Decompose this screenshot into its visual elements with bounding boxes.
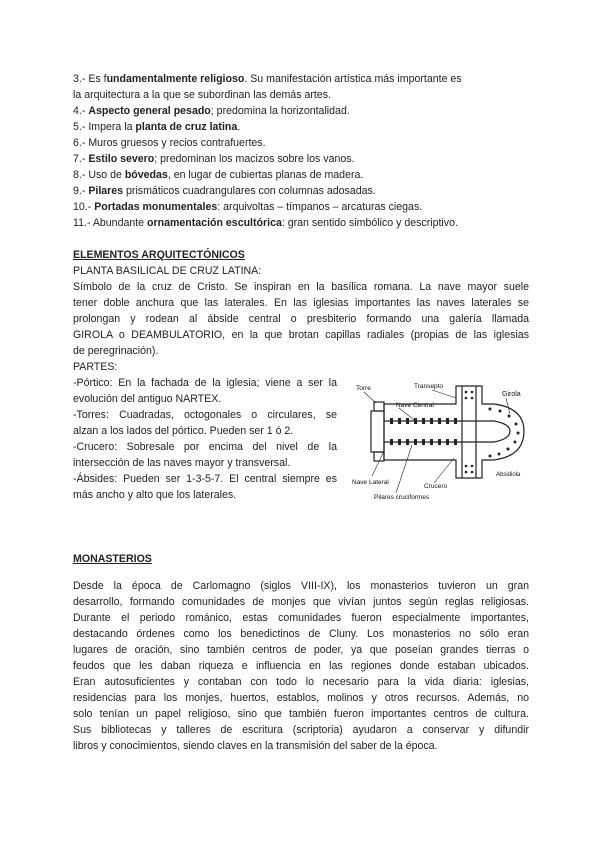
list-item: 11.- Abundante ornamentación escultórica: gran sentido simbólico y descriptivo. — [73, 217, 458, 229]
part-line: alzan a los lados del pórtico. Pueden ser 1 ó 2. — [73, 425, 294, 437]
part-line: intersección de las naves mayor y transversal. — [73, 457, 291, 469]
part-line: más ancho y alto que los laterales. — [73, 489, 237, 501]
paragraph-line: tener doble anchura que las laterales. En las iglesias importantes las naves laterales se — [73, 297, 529, 309]
list-item: 6.- Muros gruesos y recios contrafuertes. — [73, 137, 266, 149]
label-absidiola: Absidiola — [496, 472, 521, 478]
part-line: evolución del antiguo NARTEX. — [73, 393, 222, 405]
subheading-planta: PLANTA BASILICAL DE CRUZ LATINA: — [73, 265, 262, 277]
section-heading-elementos: ELEMENTOS ARQUITECTÓNICOS — [73, 249, 245, 261]
paragraph-line: Eran autosuficientes y contaban con todo lo necesario para la vida diaria: iglesias, — [73, 676, 529, 688]
paragraph-line: de peregrinación). — [73, 345, 159, 357]
part-line: -Torres: Cuadradas, octogonales o circulares, se — [73, 409, 337, 421]
list-item: 9.- Pilares prismáticos cuadrangulares con columnas adosadas. — [73, 185, 376, 197]
plan-portico — [371, 411, 384, 452]
label-crucero: Crucero — [424, 483, 448, 490]
paragraph-line: lugares de oración, sino también centros de poder, ya que poseían grandes tierras o — [73, 644, 529, 656]
label-torre: Torre — [356, 385, 371, 392]
paragraph-line: desarrollo, formando comunidades de monjes que vivían juntos según reglas religiosas. — [73, 596, 529, 608]
parts-label: PARTES: — [73, 361, 118, 373]
label-nave-lateral: Nave Lateral — [352, 479, 389, 486]
label-transepto: Transepto — [414, 383, 444, 390]
paragraph-line: solo tenían un papel religioso, sino que también fueron importantes centros de cultura. — [73, 708, 529, 720]
section-heading-monasterios: MONASTERIOS — [73, 553, 152, 565]
list-item: 5.- Impera la planta de cruz latina. — [73, 121, 241, 133]
label-pilares: Pilares cruciformes — [374, 494, 430, 501]
paragraph-line: GIROLA o DEAMBULATORIO, en la que brotan capillas radiales (propias de las iglesias — [73, 329, 529, 341]
paragraph-line: destacando órdenes como los benedictinos de Cluny. Los monasterios no sólo eran — [73, 628, 529, 640]
list-item: 3.- Es fundamentalmente religioso. Su manifestación artística más importante es — [73, 73, 462, 85]
paragraph-line: prolongan y rodean al ábside central o presbiterio formando una galería llamada — [73, 313, 529, 325]
cathedral-floor-plan — [344, 378, 530, 502]
list-item: 7.- Estilo severo; predominan los macizos sobre los vanos. — [73, 153, 355, 165]
plan-tower-north — [374, 402, 384, 411]
paragraph-line: feudos que les daban riqueza e influencia en las regiones donde estaban ubicados. — [73, 660, 529, 672]
label-girola: Girola — [502, 391, 521, 398]
part-line: -Crucero: Sobresale por encima del nivel de la — [73, 441, 337, 453]
paragraph-line: Símbolo de la cruz de Cristo. Se inspiran en la basílica romana. La nave mayor suele — [73, 281, 529, 293]
list-item: 4.- Aspecto general pesado; predomina la horizontalidad. — [73, 105, 350, 117]
paragraph-line: residencias para los monjes, huertos, establos, molinos y otros recursos. Además, no — [73, 692, 529, 704]
paragraph-line: Durante el periodo románico, estas comunidades fueron especialmente importantes, — [73, 612, 529, 624]
list-item-continuation: la arquitectura a la que se subordinan las demás artes. — [73, 89, 331, 101]
list-item: 10.- Portadas monumentales: arquivoltas – tímpanos – arcaturas ciegas. — [73, 201, 423, 213]
paragraph-line: Sus bibliotecas y talleres de escritura (scriptoria) ayudaron a conservar y difundir — [73, 724, 529, 736]
list-item: 8.- Uso de bóvedas, en lugar de cubiertas planas de madera. — [73, 169, 364, 181]
plan-tower-south — [374, 452, 384, 461]
paragraph-line: libros y conocimientos, siendo claves en la transmisión del saber de la época. — [73, 740, 438, 752]
plan-outline — [384, 386, 524, 478]
label-nave-central: Nave Central — [396, 402, 434, 409]
part-line: -Ábsides: Pueden ser 1-3-5-7. El central siempre es — [73, 473, 337, 485]
part-line: -Pórtico: En la fachada de la iglesia; viene a ser la — [73, 377, 337, 389]
paragraph-line: Desde la época de Carlomagno (siglos VIII-IX), los monasterios tuvieron un gran — [73, 580, 529, 592]
